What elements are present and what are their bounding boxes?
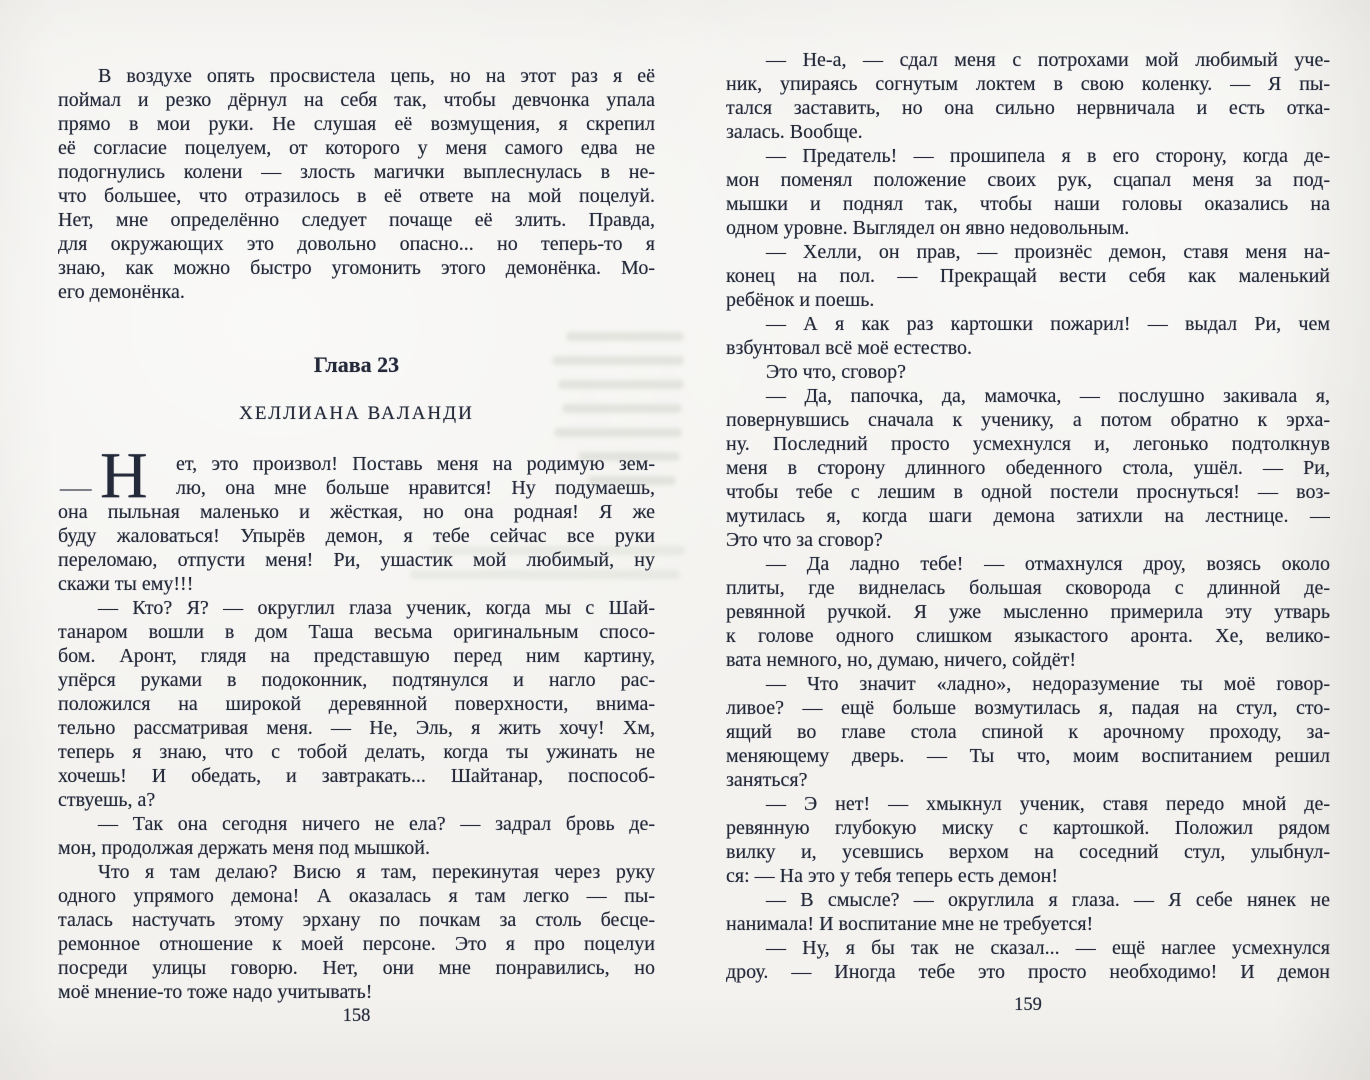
page-159-text-column: [726, 48, 1330, 984]
paragraph: [726, 240, 1330, 312]
text-line: заняться?: [726, 769, 808, 791]
text-line: ящий во главе стола спиной к арочному проходу, за-: [726, 721, 1330, 743]
text-line: бом. Аронт, глядя на представшую перед ним картину,: [58, 645, 655, 667]
page-159: [726, 48, 1330, 1015]
text-line: одном уровне. Выглядел он явно недовольным.: [726, 217, 1130, 239]
text-line: теперь я знаю, что с тобой делать, когда ты ужинать не: [58, 741, 655, 763]
text-line: ствуешь, а?: [58, 789, 156, 811]
paragraph: [726, 552, 1330, 672]
text-line: одного упрямого демона! А оказалась я там легко — пы-: [58, 885, 655, 907]
paragraph: [726, 888, 1330, 936]
text-line: ребёнок и поешь.: [726, 289, 875, 311]
text-line: ну. Последний просто усмехнулся и, легонько подтолкнув: [726, 433, 1330, 455]
text-line: В воздухе опять просвистела цепь, но на этот раз я её: [98, 65, 655, 87]
text-line: мон, продолжая держать меня под мышкой.: [58, 837, 431, 859]
text-line: мутилась я, когда шаги демона затихли на лестнице. —: [726, 505, 1330, 527]
text-line: — Не-а, — сдал меня с потрохами мой любимый уче-: [766, 49, 1330, 71]
page-158-text-column: [58, 40, 655, 1004]
text-line: к голове одного слишком языкастого аронта. Хе, велико-: [726, 625, 1330, 647]
paragraph: [726, 144, 1330, 240]
dropcap-paragraph: [58, 439, 655, 596]
text-line: его демонёнка.: [58, 281, 185, 303]
text-line: — А я как раз картошки пожарил! — выдал Ри, чем: [766, 313, 1330, 335]
text-line: взбунтовал всё моё естество.: [726, 337, 973, 359]
text-line: вилку и, усевшись верхом на соседний стул, улыбнул-: [726, 841, 1330, 863]
text-line: вата немного, но, думаю, ничего, сойдёт!: [726, 649, 1077, 671]
text-line: — Э нет! — хмыкнул ученик, ставя передо мной де-: [766, 793, 1330, 815]
page-number-right: 159: [1014, 995, 1042, 1015]
text-line: переломаю, отпусти меня! Ри, ушастик мой любимый, ну: [58, 549, 655, 571]
text-line: знаю, как можно быстро угомонить этого демонёнка. Мо-: [58, 257, 655, 279]
paragraph: [726, 312, 1330, 360]
text-line: ет, это произвол! Поставь меня на родимую зем-: [176, 453, 655, 475]
text-line: — Хелли, он прав, — произнёс демон, ставя меня на-: [766, 241, 1330, 263]
text-line: упёрся руками в подоконник, подтянулся и нагло рас-: [58, 669, 655, 691]
chapter-heading: Глава 23: [313, 352, 400, 377]
text-line: посреди улицы говорю. Нет, они мне понравились, но: [58, 957, 655, 979]
text-line: Нет, мне определённо следует почаще её злить. Правда,: [58, 209, 655, 231]
text-line: меня в сторону длинного обеденного стола, ушёл. — Ри,: [726, 457, 1330, 479]
text-line: ник, упираясь согнутым локтем в свою коленку. — Я пы-: [726, 73, 1330, 95]
text-line: — Предатель! — прошипела я в его сторону, когда де-: [766, 145, 1330, 167]
text-line: хочешь! И обедать, и завтракать... Шайтанар, поспособ-: [58, 765, 655, 787]
dropcap-letter: Н: [100, 439, 148, 512]
text-line: меняющему дверь. — Ты что, моим воспитанием решил: [726, 745, 1330, 767]
dialogue-dash: —: [60, 476, 92, 500]
text-line: тельно рассматривая меня. — Не, Эль, я жить хочу! Хм,: [58, 717, 655, 739]
paragraph: [726, 672, 1330, 792]
text-line: что большее, что отразилось в её ответе на мой поцелуй.: [58, 185, 655, 207]
text-line: прямо в мои руки. Не слушая её возмущения, я скрепил: [58, 113, 655, 135]
text-line: — В смысле? — округлила я глаза. — Я себе нянек не: [766, 889, 1330, 911]
text-line: мон поменял положение своих рук, сцапал меня за под-: [726, 169, 1330, 191]
paragraph: [58, 596, 655, 812]
text-line: моё мнение-то тоже надо учитывать!: [58, 981, 373, 1003]
text-line: для окружающих это довольно опасно... но теперь-то я: [58, 233, 655, 255]
text-line: ся: — На это у тебя теперь есть демон!: [726, 865, 1059, 887]
paragraph: [58, 64, 655, 304]
page-158: [58, 40, 655, 1026]
text-line: — Да, папочка, да, мамочка, — послушно закивала я,: [766, 385, 1330, 407]
text-line: нанимала! И воспитание мне не требуется!: [726, 913, 1094, 935]
text-line: конец на пол. — Прекращай вести себя как маленький: [726, 265, 1330, 287]
paragraph: [58, 860, 655, 1004]
text-line: ревянную глубокую миску с картошкой. Положил рядом: [726, 817, 1330, 839]
text-line: дроу. — Иногда тебе это просто необходимо! И демон: [726, 961, 1330, 983]
text-line: ливое? — ещё больше возмутилась я, падая на стул, сто-: [726, 697, 1330, 719]
text-line: — Ну, я бы так не сказал... — ещё наглее усмехнулся: [766, 937, 1330, 959]
text-line: повернувшись сначала к ученику, а потом обратно к эрха-: [726, 409, 1330, 431]
text-line: её согласие поцелуем, от которого у меня самого едва не: [58, 137, 655, 159]
text-line: Что я там делаю? Висю я там, перекинутая через руку: [98, 861, 655, 883]
paragraph: [726, 936, 1330, 984]
paragraph: [726, 792, 1330, 888]
text-line: — Так она сегодня ничего не ела? — задрал бровь де-: [98, 813, 655, 835]
text-line: поймал и резко дёрнул на себя так, чтобы девчонка упала: [58, 89, 655, 111]
paragraph: [726, 48, 1330, 144]
paragraph: [58, 812, 655, 860]
text-line: буду жаловаться! Упырёв демон, я тебе сейчас все руки: [58, 525, 655, 547]
text-line: лю, она мне больше нравится! Ну подумаешь,: [176, 477, 655, 499]
text-line: подогнулись колени — злость магички выплеснулась в не-: [58, 161, 655, 183]
text-line: талась настучать этому эрхану по почкам за столь бесце-: [58, 909, 655, 931]
page-number-left: 158: [342, 1006, 371, 1026]
text-line: плиты, где виднелась большая сковорода с длинной де-: [726, 577, 1330, 599]
paragraph: [726, 384, 1330, 552]
text-line: — Кто? Я? — округлил глаза ученик, когда мы с Шай-: [98, 597, 655, 619]
text-line: — Что значит «ладно», недоразумение ты моё говор-: [766, 673, 1330, 695]
text-line: — Да ладно тебе! — отмахнулся дроу, возясь около: [766, 553, 1330, 575]
text-line: ревянной ручкой. Я уже мысленно примерила эту утварь: [726, 601, 1330, 623]
paragraph: [726, 360, 1330, 384]
text-line: скажи ты ему!!!: [58, 573, 194, 595]
text-line: положился на широкой деревянной поверхности, внима-: [58, 693, 655, 715]
chapter-subtitle: ХЕЛЛИАНА ВАЛАНДИ: [239, 403, 474, 424]
text-line: тался заставить, но она сильно нервничала и есть отка-: [726, 97, 1330, 119]
text-line: она пыльная маленько и жёсткая, но она родная! Я же: [58, 501, 655, 523]
text-line: ремонное отношение к моей персоне. Это я про поцелуи: [58, 933, 655, 955]
text-line: Это что, сговор?: [766, 361, 906, 383]
text-line: танаром вошли в дом Таша весьма оригинальным спосо-: [58, 621, 655, 643]
text-line: чтобы тебе с лешим в одной постели проснуться! — воз-: [726, 481, 1330, 503]
text-line: мышки и поднял так, чтобы наши головы оказались на: [726, 193, 1330, 215]
text-line: залась. Вообще.: [726, 121, 863, 143]
text-line: Это что за сговор?: [726, 529, 883, 551]
